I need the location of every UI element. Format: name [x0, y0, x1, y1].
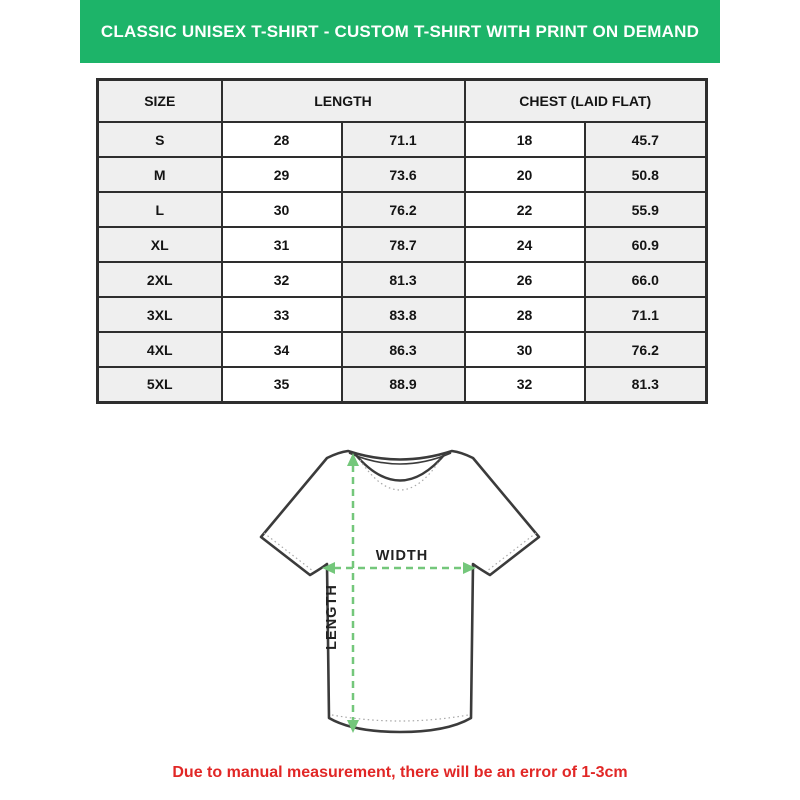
- length-cm-cell: 86.3: [342, 332, 465, 367]
- table-row: [98, 157, 707, 192]
- chest-in-cell: 32: [465, 367, 585, 402]
- size-cell: 3XL: [98, 297, 222, 332]
- col-header-chest: CHEST (LAID FLAT): [465, 80, 707, 123]
- tshirt-measurement-diagram: [230, 425, 570, 765]
- length-in-cell: 31: [222, 227, 342, 262]
- chest-cm-cell: 60.9: [585, 227, 707, 262]
- page-title: CLASSIC UNISEX T-SHIRT - CUSTOM T-SHIRT WITH PRINT ON DEMAND: [100, 21, 700, 41]
- tshirt-outline: [261, 451, 539, 732]
- length-in-cell: 34: [222, 332, 342, 367]
- title-banner: [80, 0, 720, 63]
- chest-cm-cell: 50.8: [585, 157, 707, 192]
- length-cm-cell: 88.9: [342, 367, 465, 402]
- length-in-cell: 32: [222, 262, 342, 297]
- size-chart-table: [96, 78, 708, 404]
- chest-in-cell: 30: [465, 332, 585, 367]
- chest-cm-cell: 71.1: [585, 297, 707, 332]
- chest-in-cell: 26: [465, 262, 585, 297]
- table-row: [98, 262, 707, 297]
- col-header-length: LENGTH: [222, 80, 465, 123]
- length-cm-cell: 73.6: [342, 157, 465, 192]
- length-cm-cell: 81.3: [342, 262, 465, 297]
- size-cell: 2XL: [98, 262, 222, 297]
- chest-cm-cell: 45.7: [585, 122, 707, 157]
- size-cell: 4XL: [98, 332, 222, 367]
- chest-cm-cell: 66.0: [585, 262, 707, 297]
- chest-in-cell: 18: [465, 122, 585, 157]
- chest-cm-cell: 76.2: [585, 332, 707, 367]
- length-in-cell: 29: [222, 157, 342, 192]
- length-cm-cell: 71.1: [342, 122, 465, 157]
- length-in-cell: 30: [222, 192, 342, 227]
- size-cell: XL: [98, 227, 222, 262]
- size-cell: L: [98, 192, 222, 227]
- table-row: [98, 227, 707, 262]
- col-header-size: SIZE: [98, 80, 222, 123]
- chest-in-cell: 22: [465, 192, 585, 227]
- table-row: [98, 192, 707, 227]
- length-cm-cell: 83.8: [342, 297, 465, 332]
- width-label: WIDTH: [375, 548, 429, 564]
- length-in-cell: 33: [222, 297, 342, 332]
- size-cell: M: [98, 157, 222, 192]
- chest-in-cell: 24: [465, 227, 585, 262]
- measurement-error-note: Due to manual measurement, there will be an error of 1-3cm: [172, 764, 628, 781]
- chest-cm-cell: 81.3: [585, 367, 707, 402]
- table-row: [98, 297, 707, 332]
- table-row: [98, 367, 707, 402]
- length-cm-cell: 78.7: [342, 227, 465, 262]
- length-label: LENGTH: [324, 584, 340, 650]
- table-row: [98, 122, 707, 157]
- chest-in-cell: 20: [465, 157, 585, 192]
- table-row: [98, 332, 707, 367]
- chest-in-cell: 28: [465, 297, 585, 332]
- length-in-cell: 28: [222, 122, 342, 157]
- chest-cm-cell: 55.9: [585, 192, 707, 227]
- table-header-row: [98, 80, 707, 123]
- size-cell: 5XL: [98, 367, 222, 402]
- size-cell: S: [98, 122, 222, 157]
- length-cm-cell: 76.2: [342, 192, 465, 227]
- length-in-cell: 35: [222, 367, 342, 402]
